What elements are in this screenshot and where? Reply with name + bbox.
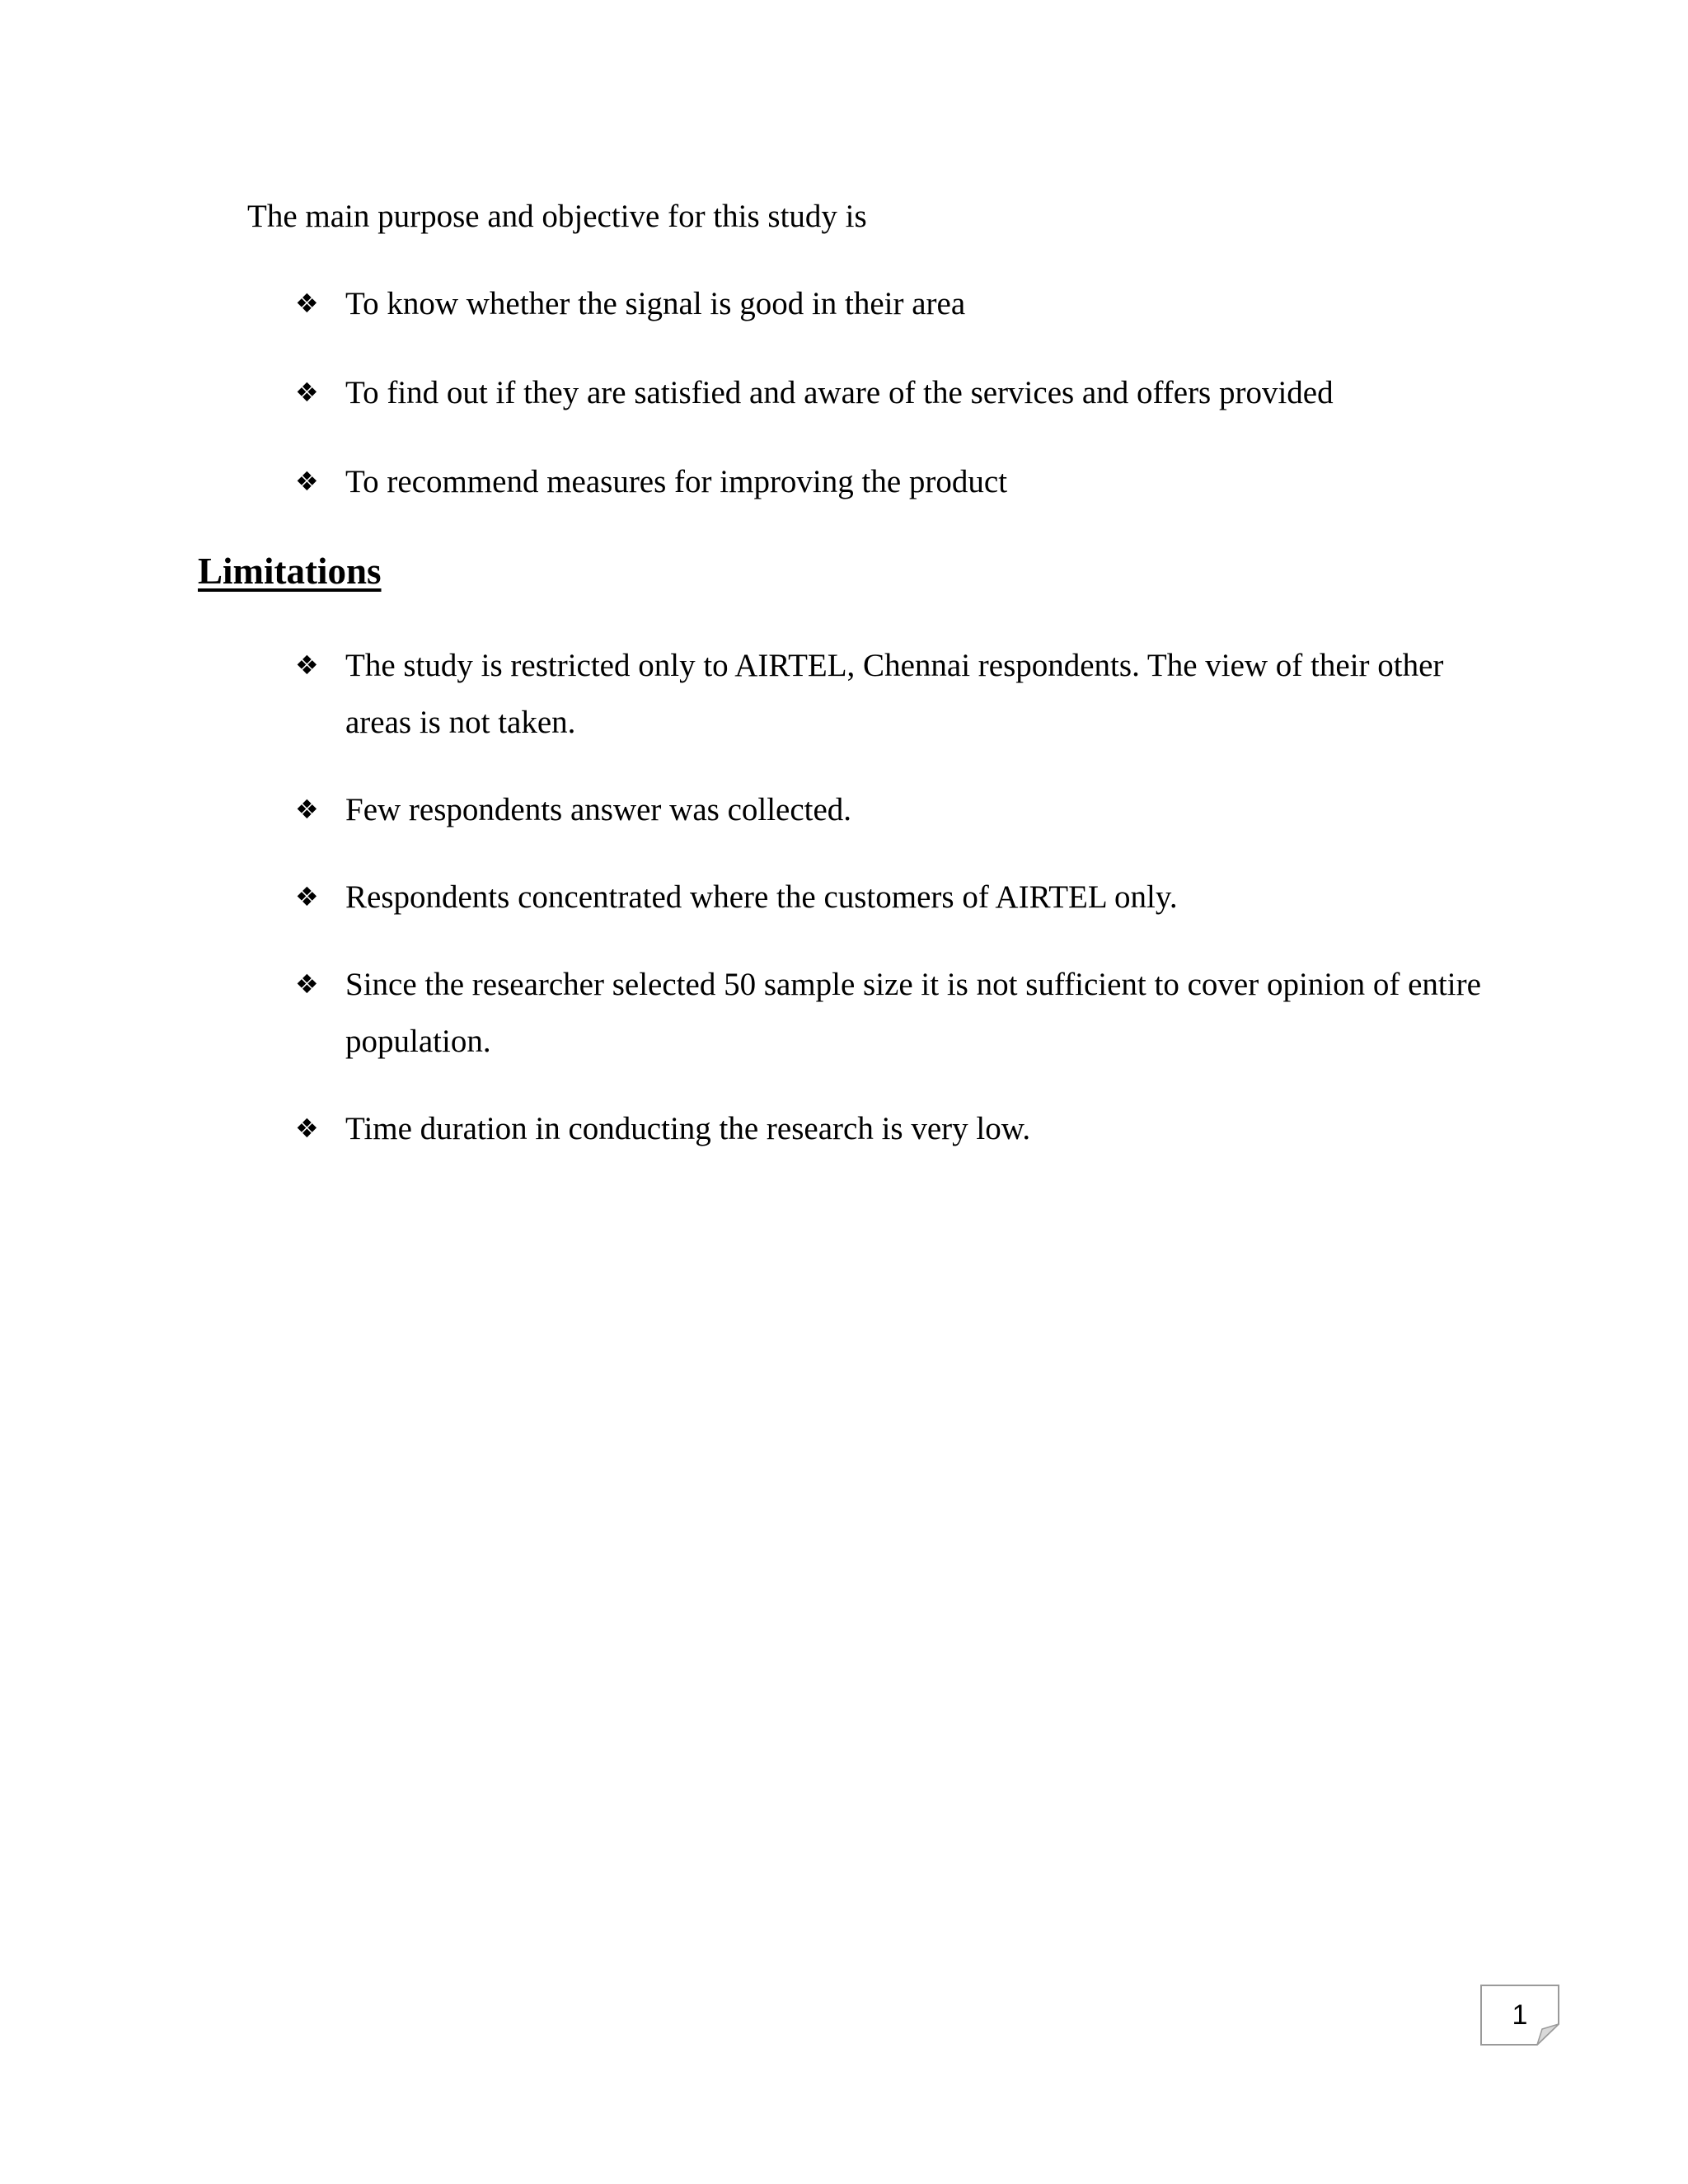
diamond-bullet-icon: ❖ [295, 881, 319, 912]
limitation-text: Time duration in conducting the research is very low. [345, 1111, 1031, 1146]
objective-item [295, 453, 1490, 510]
limitation-item [295, 956, 1490, 1070]
diamond-bullet-icon: ❖ [295, 288, 319, 319]
page-number: 1 [1512, 1999, 1528, 2031]
intro-text: The main purpose and objective for this study is [247, 199, 867, 234]
diamond-bullet-icon: ❖ [295, 968, 319, 1000]
diamond-bullet-icon: ❖ [295, 649, 319, 681]
objectives-list [295, 275, 1490, 542]
diamond-bullet-icon: ❖ [295, 794, 319, 825]
diamond-bullet-icon: ❖ [295, 377, 319, 408]
objective-text: To know whether the signal is good in their area [345, 286, 966, 321]
limitation-item [295, 869, 1490, 926]
objective-item [295, 364, 1490, 421]
limitation-item [295, 781, 1490, 838]
limitation-text: Few respondents answer was collected. [345, 792, 852, 827]
objective-text: To find out if they are satisfied and aware of the services and offers provided [345, 375, 1334, 410]
diamond-bullet-icon: ❖ [295, 1113, 319, 1144]
limitation-text: Since the researcher selected 50 sample size it is not sufficient to cover opinion of entire population. [345, 967, 1481, 1059]
limitation-text: Respondents concentrated where the customers of AIRTEL only. [345, 879, 1178, 915]
limitation-item [295, 637, 1490, 751]
objective-item [295, 275, 1490, 332]
limitations-heading: Limitations [198, 551, 382, 592]
diamond-bullet-icon: ❖ [295, 466, 319, 497]
objective-text: To recommend measures for improving the product [345, 464, 1008, 499]
limitation-item [295, 1100, 1490, 1157]
limitations-list [295, 637, 1490, 1188]
limitation-text: The study is restricted only to AIRTEL, Chennai respondents. The view of their other areas is not taken. [345, 648, 1444, 740]
page-number-box [1480, 1985, 1559, 2046]
